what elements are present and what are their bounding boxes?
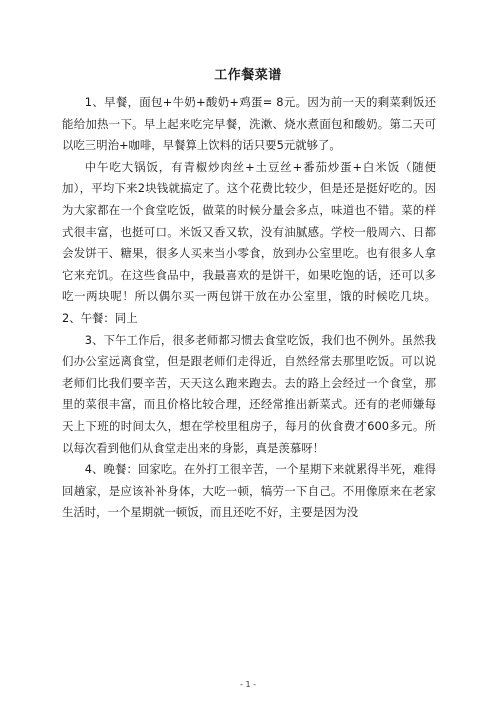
- paragraph-afternoon: 3、下午工作后，很多老师都习惯去食堂吃饭，我们也不例外。虽然我们办公室远离食堂，但是跟老师们走得近，自然经常去那里吃饭。可以说老师们比我们要辛苦，天天这么跑来跑去。去的路上会经过一个食堂，那里的菜很丰富，而且价格比较合理，还经常推出新菜式。还有的老师嫌每天上下班的时间太久，想在学校里租房子，每月的伙食费才600多元。所以每次看到他们从食堂走出来的身影，真是羡慕呀！: [62, 332, 436, 455]
- paragraph-dinner: 4、晚餐：回家吃。在外打工很辛苦，一个星期下来就累得半死，难得回趟家，是应该补补身体，大吃一顿，犒劳一下自己。不用像原来在老家生活时，一个星期就一顿饭，而且还吃不好，主要是因为没: [62, 462, 436, 520]
- paragraph-breakfast: 1、早餐，面包+牛奶+酸奶+鸡蛋= 8元。因为前一天的剩菜剩饭还能给加热一下。早上起来吃完早餐，洗漱、烧水煮面包和酸奶。第二天可以吃三明治+咖啡，早餐算上饮料的话只要5元就够了。: [62, 95, 436, 153]
- document-body: [62, 92, 436, 524]
- page-number: - 1 -: [240, 680, 256, 689]
- paragraph-lunch: 中午吃大锅饭，有青椒炒肉丝+土豆丝+番茄炒蛋+白米饭（随便加），平均下来2块钱就搞定了。这个花费比较少，但是还是挺好吃的。因为大家都在一个食堂吃饭，做菜的时候分量会多点，味道也不错。菜的样式很丰富，也挺可口。米饭又香又软，没有油腻感。学校一般周六、日都会发饼干、糖果，很多人买来当小零食，放到办公室里吃。也有很多人拿它来充饥。在这些食品中，我最喜欢的是饼干，如果吃饱的话，还可以多吃一两块呢！所以偶尔买一两包饼干放在办公室里，饿的时候吃几块。 2、午餐：同上: [62, 159, 436, 325]
- document-title: 工作餐菜谱: [214, 68, 282, 83]
